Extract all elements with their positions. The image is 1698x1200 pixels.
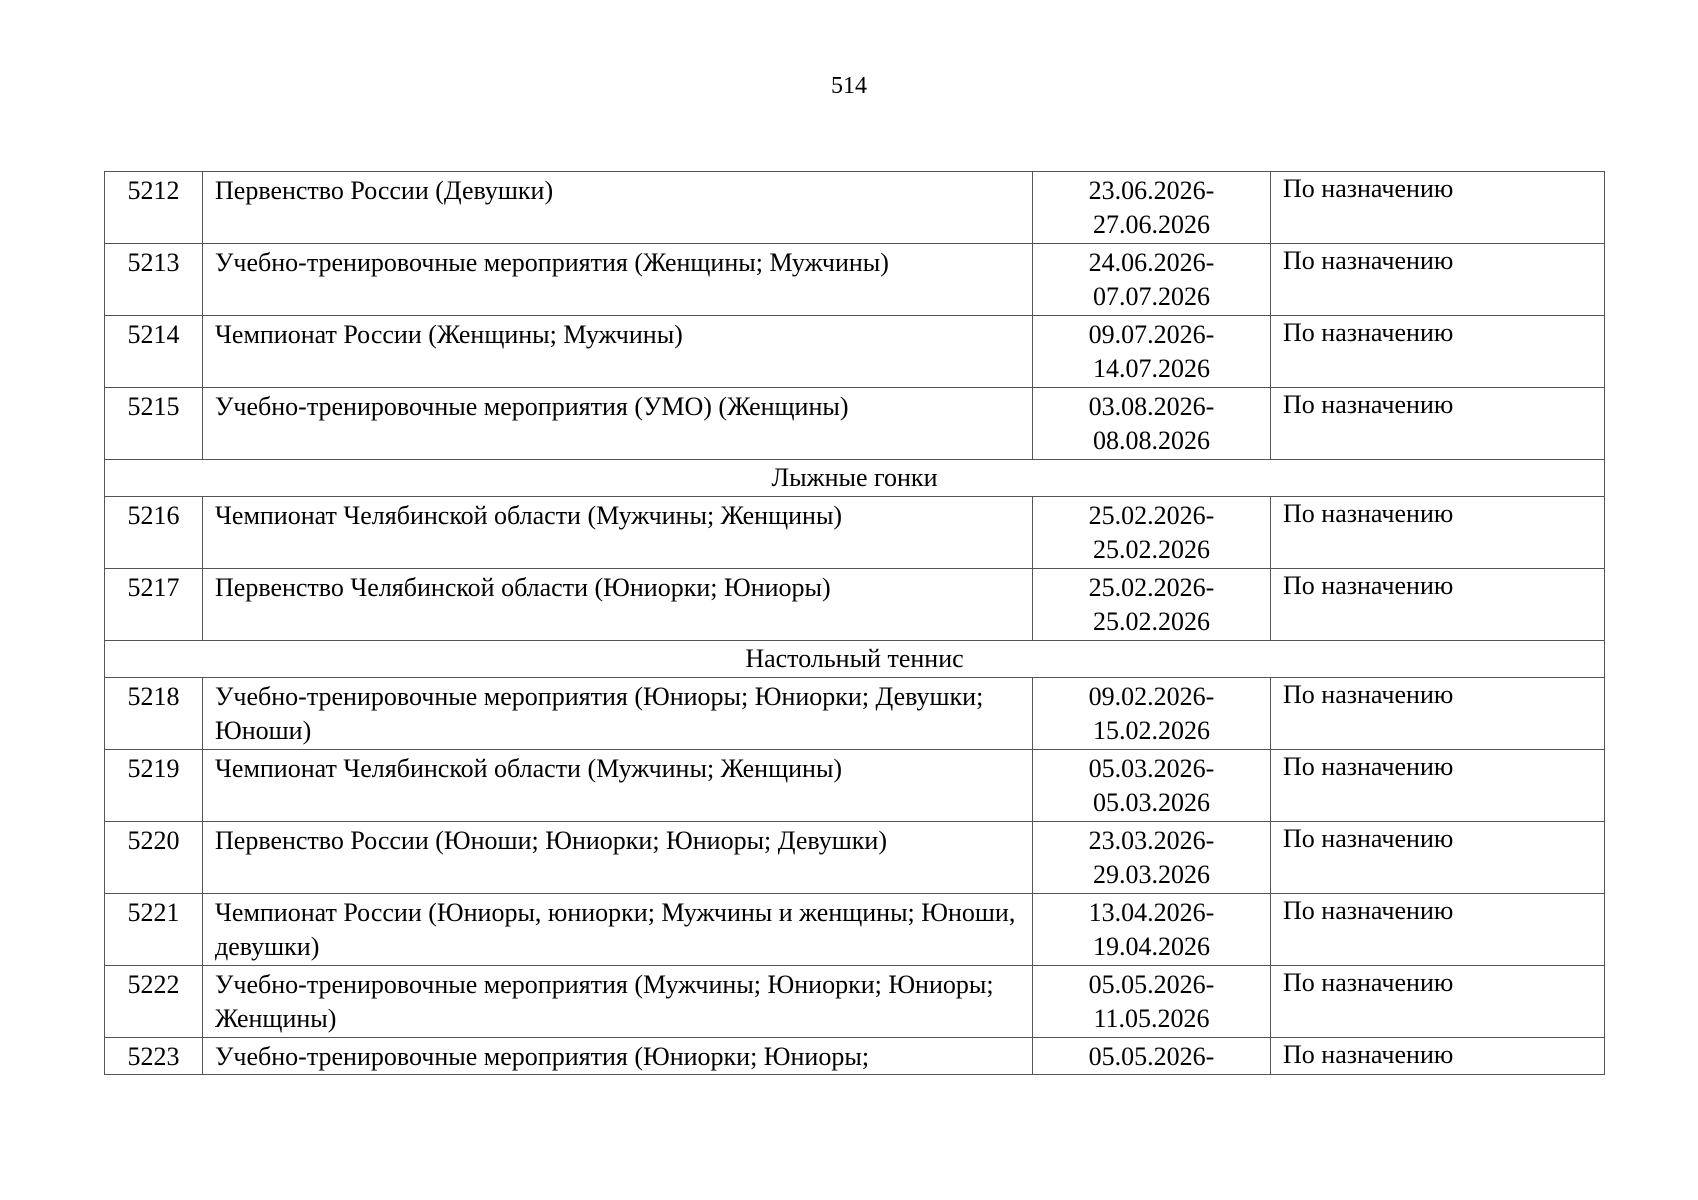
- event-name: Учебно-тренировочные мероприятия (Мужчины; Юниорки; Юниоры; Женщины): [203, 966, 1033, 1038]
- event-number: 5215: [105, 388, 203, 460]
- event-number: 5218: [105, 678, 203, 750]
- date-end: 14.07.2026: [1093, 354, 1210, 383]
- event-location: По назначению: [1271, 497, 1605, 569]
- table-row: [105, 750, 1605, 822]
- section-title: Настольный теннис: [105, 641, 1605, 678]
- table-row: [105, 1038, 1605, 1075]
- event-number: 5222: [105, 966, 203, 1038]
- table-row: [105, 569, 1605, 641]
- event-dates: [1033, 388, 1271, 460]
- event-location: По назначению: [1271, 678, 1605, 750]
- event-dates: [1033, 822, 1271, 894]
- date-end: 11.05.2026: [1093, 1004, 1210, 1033]
- table-row: [105, 316, 1605, 388]
- date-end: 07.07.2026: [1093, 282, 1210, 311]
- event-name: Учебно-тренировочные мероприятия (Юниоры; Юниорки; Девушки; Юноши): [203, 678, 1033, 750]
- section-title: Лыжные гонки: [105, 460, 1605, 497]
- event-location: По назначению: [1271, 966, 1605, 1038]
- date-end: 29.03.2026: [1093, 860, 1210, 889]
- event-name: Учебно-тренировочные мероприятия (Юниорки; Юниоры;: [203, 1038, 1033, 1075]
- event-name: Учебно-тренировочные мероприятия (УМО) (Женщины): [203, 388, 1033, 460]
- event-name: Чемпионат России (Женщины; Мужчины): [203, 316, 1033, 388]
- event-dates: [1033, 316, 1271, 388]
- event-number: 5219: [105, 750, 203, 822]
- event-dates: [1033, 678, 1271, 750]
- event-name: Первенство России (Девушки): [203, 172, 1033, 244]
- table-row: [105, 966, 1605, 1038]
- table-row: [105, 894, 1605, 966]
- date-start: 05.03.2026-: [1088, 754, 1215, 783]
- date-end: 05.03.2026: [1093, 788, 1210, 817]
- event-dates: [1033, 497, 1271, 569]
- date-start: 23.03.2026-: [1088, 826, 1215, 855]
- event-dates: [1033, 750, 1271, 822]
- section-header-row: [105, 641, 1605, 678]
- event-dates: [1033, 1038, 1271, 1075]
- event-dates: [1033, 244, 1271, 316]
- event-number: 5212: [105, 172, 203, 244]
- event-number: 5221: [105, 894, 203, 966]
- event-name: Первенство Челябинской области (Юниорки; Юниоры): [203, 569, 1033, 641]
- date-start: 24.06.2026-: [1088, 248, 1215, 277]
- date-end: 25.02.2026: [1093, 607, 1210, 636]
- event-number: 5216: [105, 497, 203, 569]
- event-number: 5223: [105, 1038, 203, 1075]
- event-number: 5214: [105, 316, 203, 388]
- event-number: 5217: [105, 569, 203, 641]
- event-location: По назначению: [1271, 172, 1605, 244]
- event-name: Учебно-тренировочные мероприятия (Женщины; Мужчины): [203, 244, 1033, 316]
- event-location: По назначению: [1271, 388, 1605, 460]
- event-number: 5220: [105, 822, 203, 894]
- events-table: [104, 171, 1605, 1075]
- event-location: По назначению: [1271, 822, 1605, 894]
- date-start: 25.02.2026-: [1088, 573, 1215, 602]
- table-row: [105, 388, 1605, 460]
- event-dates: [1033, 172, 1271, 244]
- date-start: 25.02.2026-: [1088, 501, 1215, 530]
- date-start: 09.02.2026-: [1088, 682, 1215, 711]
- event-name: Чемпионат России (Юниоры, юниорки; Мужчины и женщины; Юноши, девушки): [203, 894, 1033, 966]
- date-end: 27.06.2026: [1093, 210, 1210, 239]
- table-row: [105, 822, 1605, 894]
- event-location: По назначению: [1271, 1038, 1605, 1075]
- table-row: [105, 244, 1605, 316]
- table-row: [105, 678, 1605, 750]
- event-dates: [1033, 569, 1271, 641]
- event-location: По назначению: [1271, 244, 1605, 316]
- event-dates: [1033, 966, 1271, 1038]
- event-name: Первенство России (Юноши; Юниорки; Юниоры; Девушки): [203, 822, 1033, 894]
- event-location: По назначению: [1271, 569, 1605, 641]
- date-start: 23.06.2026-: [1088, 176, 1215, 205]
- event-dates: [1033, 894, 1271, 966]
- event-name: Чемпионат Челябинской области (Мужчины; Женщины): [203, 750, 1033, 822]
- date-end: 08.08.2026: [1093, 426, 1210, 455]
- page-number: 514: [831, 73, 867, 99]
- date-start: 05.05.2026-: [1088, 970, 1215, 999]
- date-start: 03.08.2026-: [1088, 392, 1215, 421]
- date-end: 15.02.2026: [1093, 716, 1210, 745]
- date-start: 09.07.2026-: [1088, 320, 1215, 349]
- date-start: 05.05.2026-: [1088, 1042, 1215, 1071]
- events-table-body: [105, 172, 1605, 1075]
- table-row: [105, 497, 1605, 569]
- event-location: По назначению: [1271, 750, 1605, 822]
- event-location: По назначению: [1271, 894, 1605, 966]
- event-name: Чемпионат Челябинской области (Мужчины; Женщины): [203, 497, 1033, 569]
- section-header-row: [105, 460, 1605, 497]
- event-number: 5213: [105, 244, 203, 316]
- table-row: [105, 172, 1605, 244]
- date-end: 25.02.2026: [1093, 535, 1210, 564]
- event-location: По назначению: [1271, 316, 1605, 388]
- date-start: 13.04.2026-: [1088, 898, 1215, 927]
- date-end: 19.04.2026: [1093, 932, 1210, 961]
